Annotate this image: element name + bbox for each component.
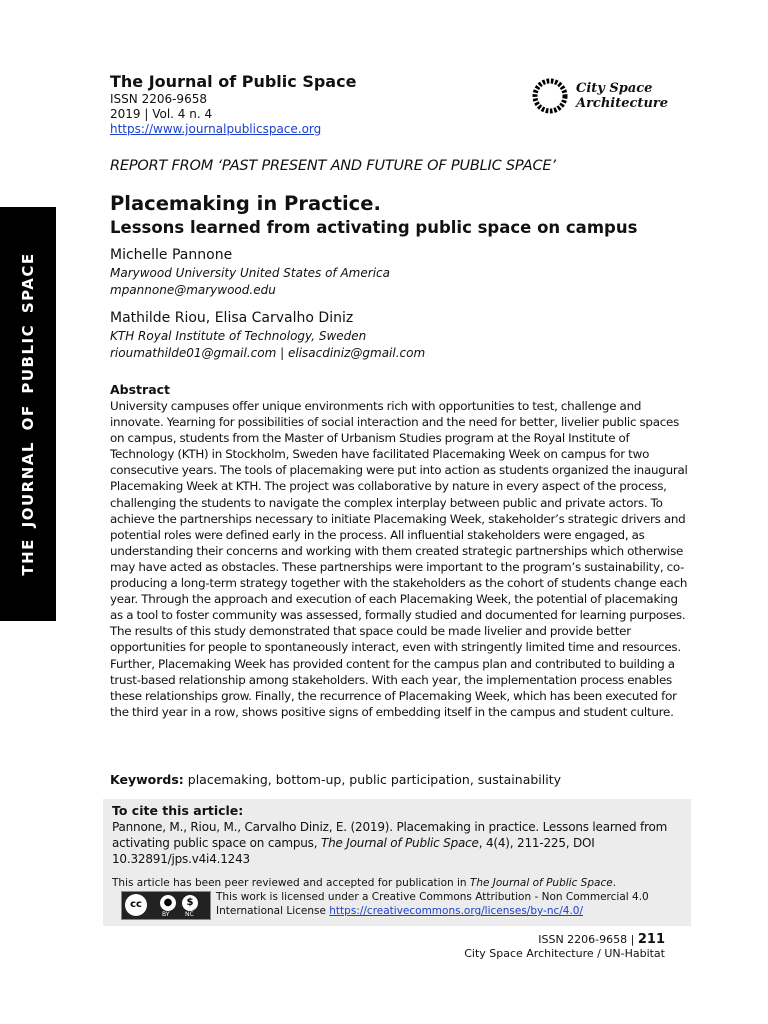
citation-text-end: , 4(4), 211-225, DOI 10.32891/jps.v4i4.1243	[112, 836, 595, 866]
author-block-2	[110, 309, 425, 362]
by-tag: BY	[162, 911, 170, 918]
abstract-text: University campuses offer unique environments rich with opportunities to test, challenge and innovate. Yearning for possibilities of social interaction and the need for better, livelier public spaces on campus, students from the Master of Urbanism Studies program at the Royal Institute of Technology (KTH) in Stockholm, Sweden have facilitated Placemaking Week on campus for two consecutive years. The tools of placemaking were put into action as students organized the inaugural Placemaking Week at KTH. The project was collaborative by nature in every aspect of the process, challenging the students to navigate the complex interplay between public and private actors. To achieve the partnerships necessary to initiate Placemaking Week, stakeholder’s strategic drivers and potential roles were defined early in the process. All influential stakeholders were engaged, as understanding their concerns and working with them created strategic partnerships which otherwise may have acted as obstacles. These partnerships were important to the program’s sustainability, co-producing a long-term strategy together with the stakeholders as the cohort of students change each year. Through the approach and execution of each Placemaking Week, the potential of placemaking as a tool to foster community was assessed, formally studied and documented for learning purposes. The results of this study demonstrated that space could be made livelier and provide better opportunities for people to spontaneously interact, even with stringently limited time and resources. Further, Placemaking Week has provided content for the campus plan and contributed to building a trust-based relationship among stakeholders. With each year, the implementation process enables these relationships grow. Finally, the recurrence of Placemaking Week, which has been executed for the third year in a row, shows positive signs of embedding itself in the campus and student culture.	[110, 399, 688, 719]
citation-journal: The Journal of Public Space	[320, 836, 479, 850]
keywords-label: Keywords:	[110, 772, 184, 787]
journal-header	[110, 72, 356, 137]
attribution-icon: ●	[160, 895, 176, 911]
author-name: Mathilde Riou, Elisa Carvalho Diniz	[110, 310, 354, 326]
citation-text-start: Pannone, M., Riou, M., Carvalho Diniz, E. (2019). Placemaking in practice. Lessons learned from activating public space on campus,	[112, 820, 668, 850]
license-statement: This work is licensed under a Creative Commons Attribution - Non Commercial 4.0 International License	[216, 891, 649, 917]
abstract-heading: Abstract	[110, 382, 171, 397]
author-block-1	[110, 246, 390, 299]
license-url-link[interactable]: https://creativecommons.org/licenses/by-nc/4.0/	[329, 905, 584, 917]
nc-tag: NC	[185, 911, 194, 918]
journal-url-link[interactable]: https://www.journalpublicspace.org	[110, 122, 322, 136]
page-footer	[464, 933, 665, 961]
journal-side-band	[0, 207, 56, 621]
footer-publisher: City Space Architecture / UN-Habitat	[464, 947, 665, 960]
city-space-architecture-logo	[530, 76, 668, 116]
citation-text	[112, 819, 680, 867]
citation-heading: To cite this article:	[112, 803, 244, 818]
gear-ring-icon	[530, 76, 570, 116]
author-affiliation: KTH Royal Institute of Technology, Sweden	[110, 329, 367, 343]
author-email: rioumathilde01@gmail.com | elisacdiniz@gmail.com	[110, 346, 426, 360]
article-title: Placemaking in Practice.	[110, 192, 381, 215]
footer-issn: ISSN 2206-9658 |	[538, 933, 635, 946]
cc-license-badge[interactable]	[121, 891, 211, 920]
peer-review-end: .	[612, 877, 617, 889]
peer-review-journal: The Journal of Public Space	[469, 877, 613, 889]
volume-issue: 2019 | Vol. 4 n. 4	[110, 107, 213, 121]
article-subtitle: Lessons learned from activating public space on campus	[110, 218, 638, 237]
peer-review-start: This article has been peer reviewed and accepted for publication in	[112, 877, 470, 889]
author-email: mpannone@marywood.edu	[110, 283, 276, 297]
cc-icon: cc	[125, 894, 147, 916]
non-commercial-icon: $	[182, 895, 198, 911]
keywords-line	[110, 772, 561, 787]
logo-line-2: Architecture	[576, 96, 669, 111]
author-affiliation: Marywood University United States of America	[110, 266, 390, 280]
side-band-label: THE JOURNAL OF PUBLIC SPACE	[19, 252, 37, 576]
page-number: 211	[637, 932, 665, 947]
license-text	[216, 890, 686, 918]
journal-title: The Journal of Public Space	[110, 72, 357, 91]
issn: ISSN 2206-9658	[110, 92, 207, 106]
peer-review-note	[112, 877, 616, 889]
report-label: REPORT FROM ‘PAST PRESENT AND FUTURE OF PUBLIC SPACE’	[110, 158, 556, 174]
logo-line-1: City Space	[576, 81, 653, 96]
author-name: Michelle Pannone	[110, 247, 233, 263]
citation-box	[103, 799, 691, 926]
abstract-section	[110, 382, 688, 720]
keywords-text: placemaking, bottom-up, public participation, sustainability	[187, 772, 562, 787]
